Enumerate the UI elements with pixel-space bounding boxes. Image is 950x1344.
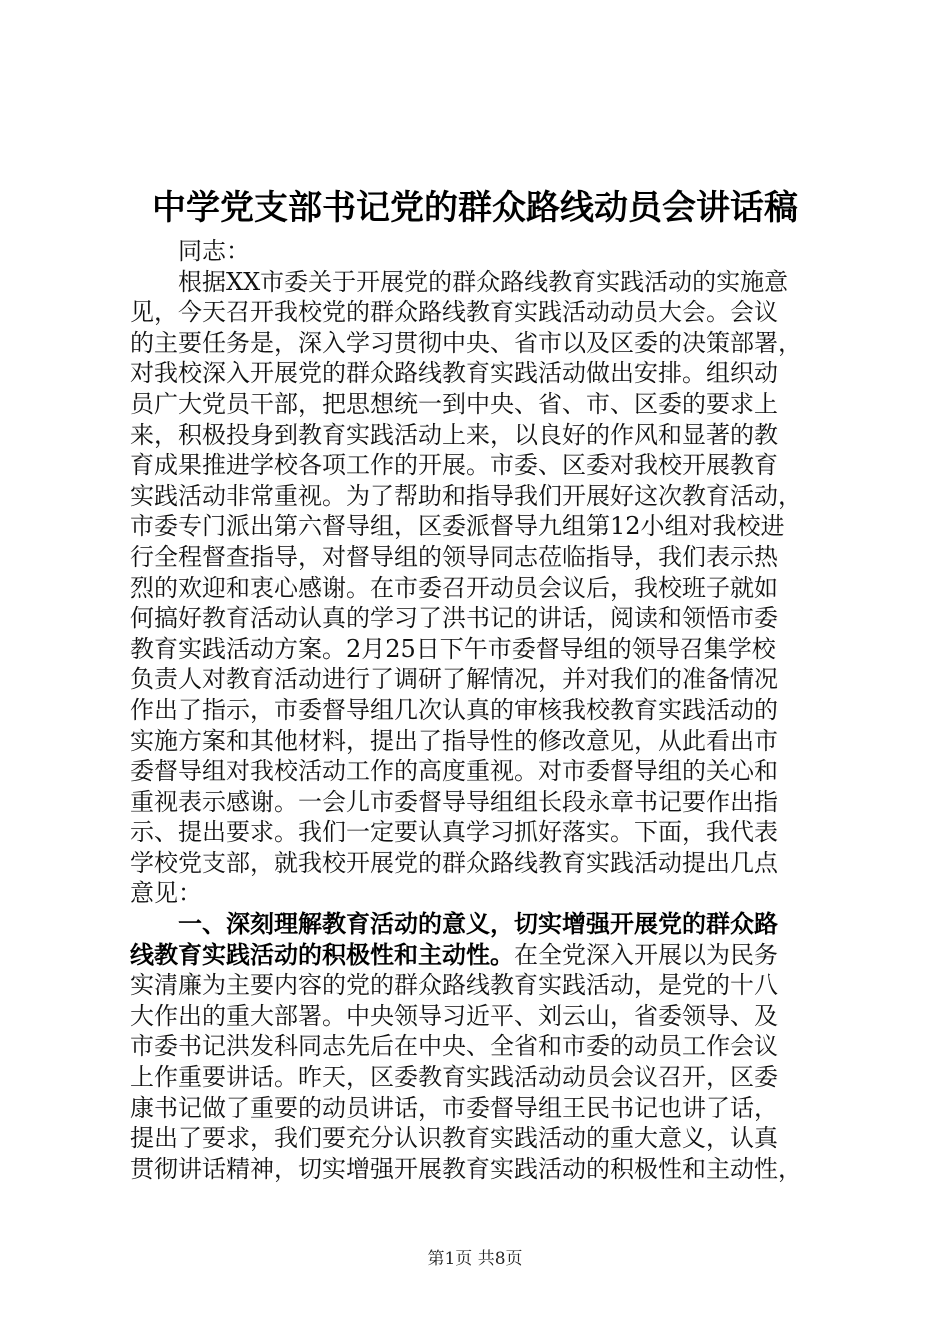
paragraph-text: 见，今天召开我校党的群众路线教育实践活动动员大会。会议 bbox=[130, 298, 778, 327]
document-body bbox=[130, 236, 830, 1184]
paragraph-text: 委督导组对我校活动工作的高度重视。对市委督导组的关心和 bbox=[130, 757, 778, 786]
paragraph-text: 市委书记洪发科同志先后在中央、全省和市委的动员工作会议 bbox=[130, 1032, 778, 1061]
text-line bbox=[130, 817, 830, 848]
text-line bbox=[130, 848, 830, 879]
paragraph-text: 作出了指示，市委督导组几次认真的审核我校教育实践活动的 bbox=[130, 695, 778, 724]
paragraph-text: 学校党支部，就我校开展党的群众路线教育实践活动提出几点 bbox=[130, 848, 778, 877]
text-line bbox=[130, 1001, 830, 1032]
text-line bbox=[130, 634, 830, 665]
paragraph-text: 贯彻讲话精神，切实增强开展教育实践活动的积极性和主动性， bbox=[130, 1154, 802, 1183]
text-line bbox=[130, 267, 830, 298]
text-line bbox=[130, 511, 830, 542]
text-line bbox=[130, 297, 830, 328]
text-line bbox=[130, 726, 830, 757]
paragraph-text: 教育实践活动方案。2月25日下午市委督导组的领导召集学校 bbox=[130, 634, 776, 663]
text-line bbox=[130, 1031, 830, 1062]
paragraph-text: 市委专门派出第六督导组，区委派督导九组第12小组对我校进 bbox=[130, 512, 785, 541]
page-footer: 第1页 共8页 bbox=[427, 1249, 523, 1269]
paragraph-text: 意见： bbox=[130, 879, 202, 908]
text-line bbox=[130, 450, 830, 481]
paragraph-text: 大作出的重大部署。中央领导习近平、刘云山，省委领导、及 bbox=[130, 1001, 778, 1030]
paragraph-text: 负责人对教育活动进行了调研了解情况，并对我们的准备情况 bbox=[130, 665, 778, 694]
text-line bbox=[130, 236, 830, 267]
text-line bbox=[130, 970, 830, 1001]
text-line bbox=[130, 358, 830, 389]
text-line bbox=[130, 389, 830, 420]
section-heading-text: 一、深刻理解教育活动的意义，切实增强开展党的群众路 bbox=[130, 909, 778, 939]
text-line bbox=[130, 573, 830, 604]
text-line bbox=[130, 328, 830, 359]
text-line bbox=[130, 1062, 830, 1093]
text-line bbox=[130, 420, 830, 451]
paragraph-text: 根据XX市委关于开展党的群众路线教育实践活动的实施意 bbox=[130, 267, 789, 296]
paragraph-text: 对我校深入开展党的群众路线教育实践活动做出安排。组织动 bbox=[130, 359, 778, 388]
text-line bbox=[130, 787, 830, 818]
paragraph-text: 同志： bbox=[130, 237, 250, 265]
text-line bbox=[130, 940, 830, 971]
paragraph-text: 康书记做了重要的动员讲话，市委督导组王民书记也讲了话， bbox=[130, 1093, 778, 1122]
paragraph-text: 育成果推进学校各项工作的开展。市委、区委对我校开展教育 bbox=[130, 451, 778, 480]
paragraph-text: 在全党深入开展以为民务 bbox=[514, 940, 778, 969]
text-line bbox=[130, 1154, 830, 1185]
text-line bbox=[130, 664, 830, 695]
paragraph-text: 的主要任务是，深入学习贯彻中央、省市以及区委的决策部署， bbox=[130, 328, 802, 357]
paragraph-text: 来，积极投身到教育实践活动上来，以良好的作风和显著的教 bbox=[130, 420, 778, 449]
paragraph-text: 上作重要讲话。昨天，区委教育实践活动动员会议召开，区委 bbox=[130, 1063, 778, 1092]
text-line bbox=[130, 542, 830, 573]
paragraph-text: 重视表示感谢。一会儿市委督导导组组长段永章书记要作出指 bbox=[130, 787, 778, 816]
text-line bbox=[130, 481, 830, 512]
text-line bbox=[130, 1093, 830, 1124]
paragraph-text: 实清廉为主要内容的党的群众路线教育实践活动，是党的十八 bbox=[130, 971, 778, 1000]
paragraph-text: 何搞好教育活动认真的学习了洪书记的讲话，阅读和领悟市委 bbox=[130, 604, 778, 633]
text-line bbox=[130, 756, 830, 787]
text-line bbox=[130, 878, 830, 909]
text-line bbox=[130, 603, 830, 634]
paragraph-text: 实施方案和其他材料，提出了指导性的修改意见，从此看出市 bbox=[130, 726, 778, 755]
text-line bbox=[130, 695, 830, 726]
paragraph-text: 烈的欢迎和衷心感谢。在市委召开动员会议后，我校班子就如 bbox=[130, 573, 778, 602]
paragraph-text: 员广大党员干部，把思想统一到中央、省、市、区委的要求上 bbox=[130, 389, 778, 418]
paragraph-text: 提出了要求，我们要充分认识教育实践活动的重大意义，认真 bbox=[130, 1124, 778, 1153]
text-line bbox=[130, 1123, 830, 1154]
paragraph-text: 示、提出要求。我们一定要认真学习抓好落实。下面，我代表 bbox=[130, 818, 778, 847]
section-heading-text: 线教育实践活动的积极性和主动性。 bbox=[130, 939, 514, 969]
document-title: 中学党支部书记党的群众路线动员会讲话稿 bbox=[152, 188, 798, 228]
paragraph-text: 行全程督查指导，对督导组的领导同志莅临指导，我们表示热 bbox=[130, 542, 778, 571]
text-line bbox=[130, 909, 830, 940]
paragraph-text: 实践活动非常重视。为了帮助和指导我们开展好这次教育活动， bbox=[130, 481, 802, 510]
